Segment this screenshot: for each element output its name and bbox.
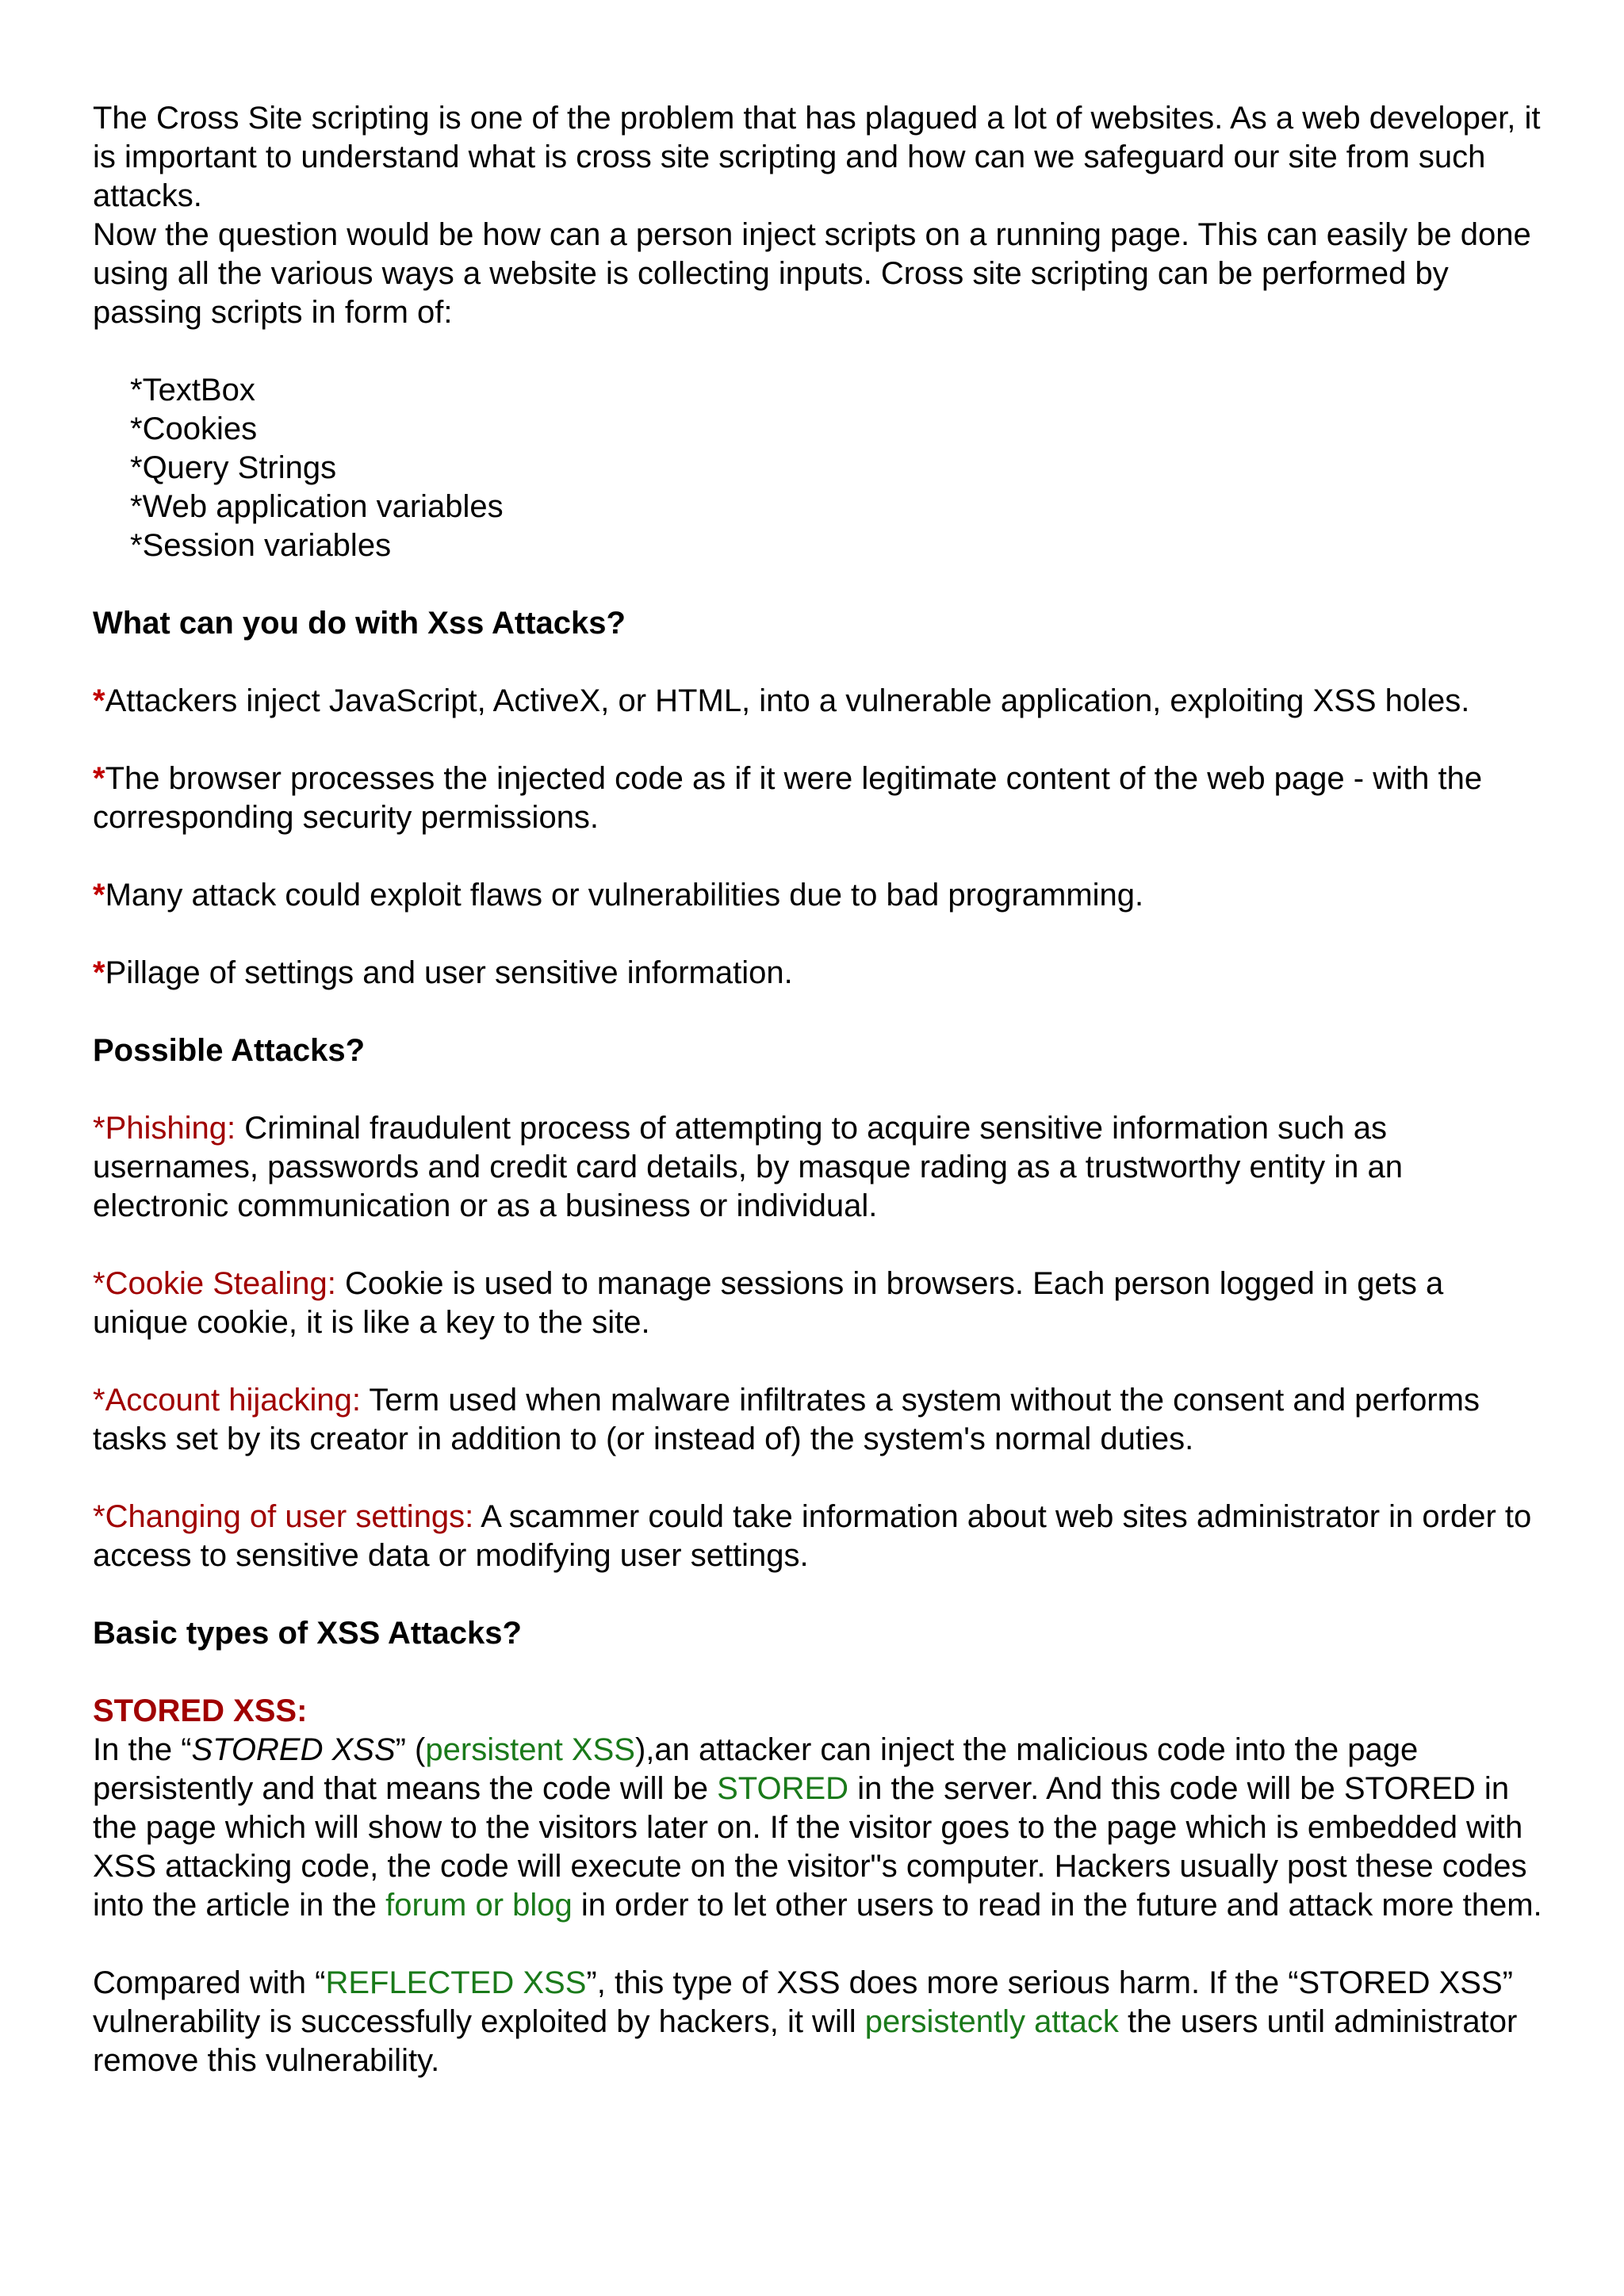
text-run: in order to let other users to read in the future and attack more them. [572,1888,1542,1923]
attack-term: *Changing of user settings: [93,1499,474,1534]
what-item-1 [93,682,1544,721]
section-heading-what: What can you do with Xss Attacks? [93,606,626,641]
attack-phishing [93,1109,1544,1226]
attack-cookie-stealing [93,1265,1544,1342]
what-item-text: The browser processes the injected code as if it were legitimate content of the web page - with the corresponding security permissions. [93,761,1483,835]
text-run: In the “ [93,1732,192,1767]
what-item-text: Many attack could exploit flaws or vulnerabilities due to bad programming. [105,878,1144,913]
spacer [93,1925,1544,1964]
what-item-text: Pillage of settings and user sensitive information. [105,955,793,990]
what-item-4 [93,954,1544,993]
what-item-3 [93,876,1544,915]
text-run: ”, this type of XSS does more serious harm. If the “STORED XSS” vulnerability is successfully exploited by hackers, it will [93,1965,1513,2039]
spacer [93,565,1544,604]
spacer [93,993,1544,1031]
spacer [93,1653,1544,1692]
text-run-green: REFLECTED XSS [325,1965,587,2000]
section-heading-types: Basic types of XSS Attacks? [93,1616,522,1651]
attack-term: *Cookie Stealing: [93,1266,336,1301]
text-run-italic: STORED XSS [191,1732,396,1767]
spacer [93,1342,1544,1381]
spacer [93,1459,1544,1498]
section-heading-possible: Possible Attacks? [93,1033,366,1068]
attack-changing-settings [93,1498,1544,1575]
attack-description: A scammer could take information about web sites administrator in order to access to sensitive data or modifying user settings. [93,1499,1532,1573]
stored-xss-paragraph [93,1731,1544,1925]
text-run: Compared with “ [93,1965,326,2000]
what-item-2 [93,760,1544,837]
attack-description: Term used when malware infiltrates a system without the consent and performs tasks set by its creator in addition to (or instead of) the system's normal duties. [93,1383,1480,1456]
attack-description: Criminal fraudulent process of attempting to acquire sensitive information such as usernames, passwords and credit card details, by masque rading as a trustworthy entity in an electronic communication or as a business or individual. [93,1111,1403,1223]
comparison-paragraph [93,1964,1544,2080]
spacer [93,837,1544,876]
text-run-green: persistent XSS [425,1732,635,1767]
list-item: *Web application variables [130,489,504,524]
bullet-star: * [93,683,105,718]
attack-account-hijacking [93,1381,1544,1459]
spacer [93,1226,1544,1265]
spacer [93,332,1544,371]
text-run: ),an attacker can inject the malicious code into the page persistently and that means the code will be [93,1732,1419,1806]
spacer [93,1070,1544,1109]
attack-description: Cookie is used to manage sessions in browsers. Each person logged in gets a unique cookie, it is like a key to the site. [93,1266,1444,1340]
spacer [93,1575,1544,1614]
text-run: in the server. And this code will be STORED in the page which will show to the visitors later on. If the visitor goes to the page which is embedded with XSS attacking code, the code will execute on the visitor"s computer. Hackers usually post these codes into the article in the [93,1771,1527,1923]
text-run-green: persistently attack [864,2004,1119,2039]
bullet-star: * [93,955,105,990]
list-item: *TextBox [130,373,255,408]
spacer [93,915,1544,954]
spacer [93,721,1544,760]
list-item: *Query Strings [130,450,337,485]
bullet-star: * [93,878,105,913]
text-run-green: STORED [717,1771,849,1806]
input-list [130,371,1544,565]
attack-term: *Phishing: [93,1111,236,1146]
intro-paragraph-1: The Cross Site scripting is one of the problem that has plagued a lot of websites. As a web developer, it is important to understand what is cross site scripting and how can we safeguard our site from such attacks. [93,101,1541,213]
list-item: *Session variables [130,528,392,563]
text-run-green: forum or blog [385,1888,573,1923]
text-run: ” ( [395,1732,426,1767]
spacer [93,643,1544,682]
bullet-star: * [93,761,105,796]
intro-paragraph-2: Now the question would be how can a person inject scripts on a running page. This can easily be done using all the various ways a website is collecting inputs. Cross site scripting can be performed by passing scripts in form of: [93,217,1531,330]
attack-term: *Account hijacking: [93,1383,361,1418]
document-body [93,99,1544,2080]
what-item-text: Attackers inject JavaScript, ActiveX, or HTML, into a vulnerable application, exploiting XSS holes. [105,683,1470,718]
list-item: *Cookies [130,411,258,446]
text-run: the users until administrator remove this vulnerability. [93,2004,1518,2078]
stored-xss-title: STORED XSS: [93,1693,308,1728]
